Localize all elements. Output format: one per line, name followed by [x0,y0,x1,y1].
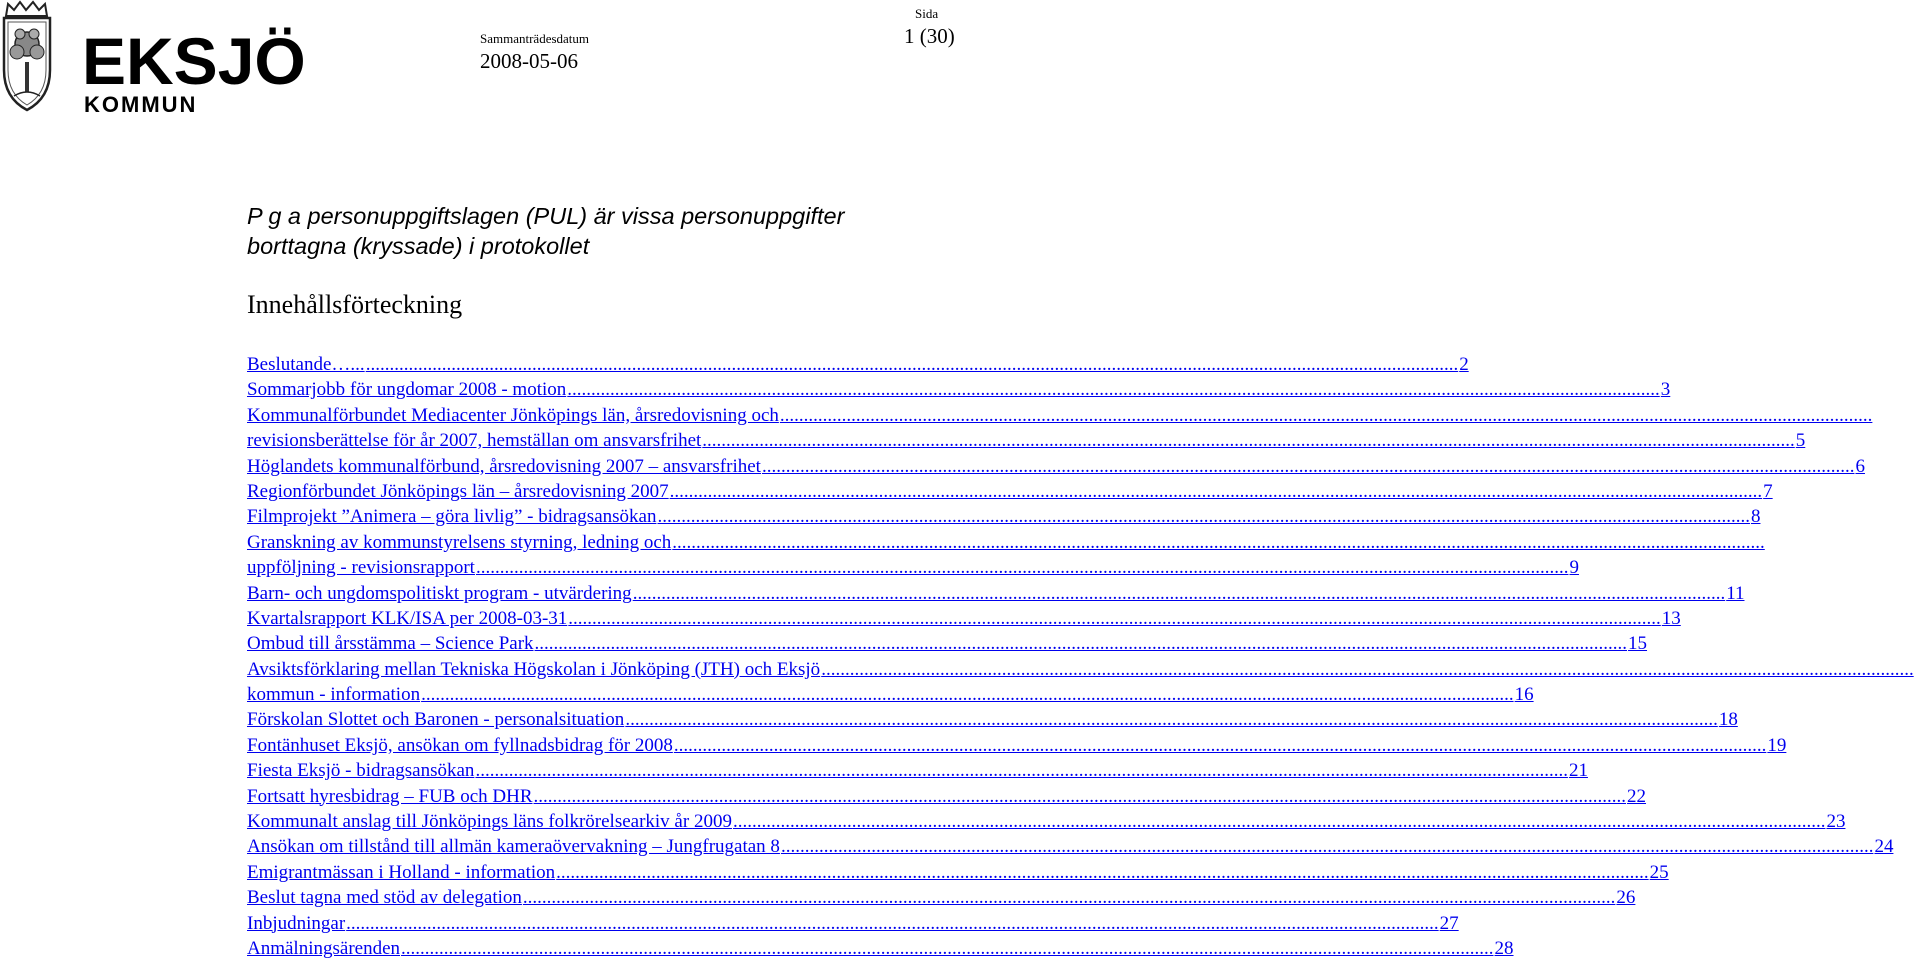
toc-entry-title: uppföljning - revisionsrapport [247,557,475,579]
toc-entry-title: Fortsatt hyresbidrag – FUB och DHR [247,785,533,807]
toc-entry-title: Ombud till årsstämma – Science Park [247,633,534,655]
toc-heading: Innehållsförteckning [247,290,463,319]
toc-leader-dots [567,377,1660,402]
toc-leader-dots [535,631,1628,656]
toc-entry[interactable] [247,454,1865,479]
toc-leader-dots [523,885,1616,910]
toc-leader-dots [568,606,1661,631]
toc-entry[interactable] [247,479,1773,504]
toc-entry-page: 9 [1569,557,1579,579]
privacy-notice [247,201,947,261]
toc-entry-page: 22 [1627,785,1647,807]
toc-entry-title: Ansökan om tillstånd till allmän kameraövervakning – Jungfrugatan 8 [247,836,780,858]
toc-entry[interactable] [247,530,955,555]
toc-entry-page: 24 [1874,836,1894,858]
toc-entry-page: 5 [1795,430,1806,452]
toc-entry[interactable] [247,733,1787,758]
toc-entry-page: 7 [1763,480,1773,502]
privacy-notice-line2: borttagna (kryssade) i protokollet [247,233,590,259]
toc-entry-title: Beslutande…... [247,354,365,375]
toc-leader-dots [556,860,1649,885]
toc-entry-page: 16 [1514,684,1534,706]
toc-entry-title: Sommarjobb för ungdomar 2008 - motion [247,379,567,401]
toc-entry[interactable] [247,936,1514,961]
toc-leader-dots [672,530,1765,555]
toc-leader-dots [657,504,1750,529]
toc-entry[interactable] [247,631,1648,656]
privacy-notice-line1: P g a personuppgiftslagen (PUL) är vissa personuppgifter [247,203,845,229]
toc-entry-title: Emigrantmässan i Holland - information [247,861,556,883]
toc-entry-page: 8 [1750,506,1761,528]
toc-leader-dots [421,682,1514,707]
toc-leader-dots [346,911,1439,936]
toc-entry-title: Barn- och ungdomspolitiskt program - utvärdering [247,582,632,604]
toc-leader-dots [733,809,1826,834]
toc-entry-page: 6 [1855,455,1865,477]
toc-entry-title: Kvartalsrapport KLK/ISA per 2008-03-31 [247,607,568,629]
toc-entry-title: Fiesta Eksjö - bidragsansökan [247,760,475,782]
toc-leader-dots [781,834,1874,859]
toc-entry-title: Beslut tagna med stöd av delegation [247,887,522,909]
toc-leader-dots [702,428,1795,453]
toc-entry-page: 23 [1826,811,1846,833]
toc-entry-title: kommun - information [247,684,421,706]
toc-entry-title: Anmälningsärenden [247,937,401,959]
toc-entry-title: Granskning av kommunstyrelsens styrning, ledning och [247,531,672,553]
toc-entry[interactable] [247,911,1459,936]
toc-entry[interactable] [247,352,1469,377]
toc-entry[interactable] [247,428,1806,453]
toc-entry[interactable] [247,657,955,682]
toc-entry-page: 13 [1661,607,1681,629]
toc-entry[interactable] [247,581,1745,606]
toc-entry[interactable] [247,809,1846,834]
toc-entry-page: 26 [1616,887,1636,909]
table-of-contents [247,352,1894,961]
toc-entry-page: 2 [1459,354,1469,375]
toc-entry[interactable] [247,555,1579,580]
toc-leader-dots [366,352,1459,377]
toc-entry-title: Filmprojekt ”Animera – göra livlig” - bidragsansökan [247,506,657,528]
toc-entry-title: Höglandets kommunalförbund, årsredovisning 2007 – ansvarsfrihet [247,455,761,477]
toc-entry[interactable] [247,758,1588,783]
page-label: Sida [915,6,939,21]
toc-entry-title: Avsiktsförklaring mellan Tekniska Högskolan i Jönköping (JTH) och Eksjö [247,658,821,680]
eksjo-kommun-logo [0,0,306,122]
toc-entry-page: 27 [1439,912,1459,934]
toc-leader-dots [475,758,1568,783]
toc-entry-title: revisionsberättelse för år 2007, hemställan om ansvarsfrihet [247,430,702,452]
toc-entry-page: 21 [1568,760,1588,782]
toc-entry-title: Kommunalförbundet Mediacenter Jönköpings län, årsredovisning och [247,404,779,426]
toc-entry-title: Förskolan Slottet och Baronen - personalsituation [247,709,625,731]
page-number: 1 (30) [904,24,955,48]
toc-entry-title: Inbjudningar [247,912,346,934]
toc-leader-dots [674,733,1767,758]
toc-entry-page: 15 [1628,633,1648,655]
toc-leader-dots [401,936,1494,961]
toc-leader-dots [821,657,1914,682]
toc-leader-dots [625,707,1718,732]
toc-entry[interactable] [247,784,1647,809]
toc-entry[interactable] [247,707,1738,732]
logo-wordmark: EKSJÖ [82,24,306,98]
toc-entry-page: 3 [1660,379,1671,401]
toc-entry[interactable] [247,834,1894,859]
coat-of-arms-icon [4,2,50,110]
toc-leader-dots [633,581,1726,606]
toc-entry[interactable] [247,606,1681,631]
toc-entry-page: 28 [1494,937,1514,959]
toc-entry-title: Kommunalt anslag till Jönköpings läns folkrörelsearkiv år 2009 [247,811,732,833]
toc-entry[interactable] [247,860,1669,885]
toc-entry-page: 19 [1767,734,1787,756]
toc-leader-dots [670,479,1763,504]
toc-entry[interactable] [247,504,1761,529]
toc-leader-dots [476,555,1569,580]
toc-leader-dots [534,784,1627,809]
toc-leader-dots [762,454,1855,479]
meeting-date: 2008-05-06 [480,49,578,73]
toc-leader-dots [780,403,1873,428]
toc-entry-page: 18 [1718,709,1738,731]
toc-entry-page: 11 [1726,582,1745,604]
toc-entry-title: Fontänhuset Eksjö, ansökan om fyllnadsbidrag för 2008 [247,734,673,756]
toc-entry[interactable] [247,682,1534,707]
toc-entry[interactable] [247,885,1636,910]
toc-entry[interactable] [247,403,955,428]
logo-subtitle: KOMMUN [84,92,198,117]
toc-entry[interactable] [247,377,1671,402]
toc-entry-page: 25 [1649,861,1669,883]
toc-entry-title: Regionförbundet Jönköpings län – årsredovisning 2007 [247,480,669,502]
date-label: Sammanträdesdatum [480,31,590,46]
